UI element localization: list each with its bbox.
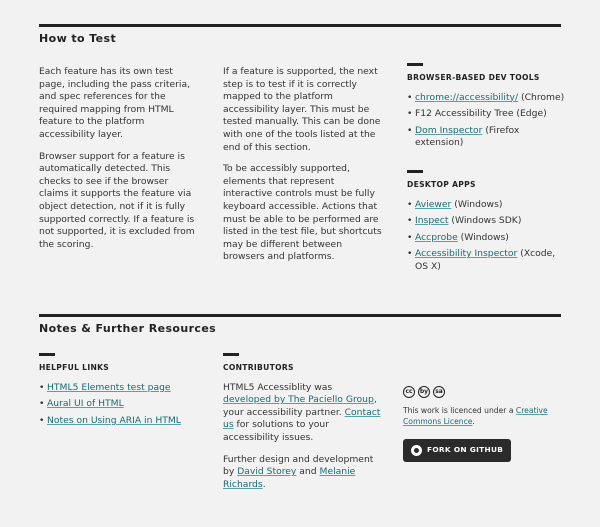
notes-title: Notes & Further Resources <box>39 322 217 335</box>
mini-rule <box>39 353 55 356</box>
paragraph: If a feature is supported, the next step is to test if it is correctly mapped to the platform accessibility layer. This must be tested manually. This can be done with one of the tools listed at the end of this section. <box>223 66 381 153</box>
contributors-paragraph-2 <box>223 454 383 492</box>
contributors-heading: CONTRIBUTORS <box>223 363 294 372</box>
text: Further design and development by <box>223 453 374 478</box>
desktop-apps-heading: DESKTOP APPS <box>407 179 476 189</box>
contributors-column <box>223 353 383 500</box>
text: , your accessibility partner. <box>223 394 377 418</box>
aural-ui-link[interactable]: Aural UI of HTML <box>47 398 124 410</box>
accessibility-inspector-link[interactable]: Accessibility Inspector <box>415 248 518 260</box>
dom-inspector-link[interactable]: Dom Inspector <box>415 124 483 136</box>
mini-rule <box>223 353 239 356</box>
html5-elements-link[interactable]: HTML5 Elements test page <box>47 381 171 393</box>
desktop-apps-list <box>407 199 567 274</box>
fork-on-github-label: FORK ON GITHUB <box>427 445 504 454</box>
paragraph: Browser support for a feature is automatically detected. This checks to see if the browser claims it supports the feature via object detection, not if it is fully supported correctly. If a feature is not supported, it is excluded from the scoring. <box>39 150 195 250</box>
inspect-link[interactable]: Inspect <box>415 215 449 227</box>
list-item <box>39 398 209 411</box>
section-rule-how-to-test <box>39 24 561 27</box>
paragraph: To be accessibly supported, elements that represent interactive controls must be fully keyboard accessible. Actions that must be able to be performed are listed in the test file, but shortcuts may be different between browsers and platforms. <box>223 163 382 263</box>
list-item-suffix: (Windows) <box>457 231 509 243</box>
how-to-test-title: How to Test <box>39 32 117 45</box>
creative-commons-icon: cc <box>403 386 415 398</box>
text: HTML5 Accessiblity was <box>223 381 333 393</box>
text: . <box>262 478 266 490</box>
section-rule-notes <box>39 314 561 317</box>
list-item <box>407 92 567 105</box>
list-item-suffix: (Firefox extension) <box>415 124 520 149</box>
cc-icons <box>403 386 563 398</box>
paciello-link[interactable]: developed by The Paciello Group <box>223 394 374 406</box>
text: for solutions to your accessibility issues. <box>223 419 329 443</box>
aria-notes-link[interactable]: Notes on Using ARIA in HTML <box>47 414 181 426</box>
mini-rule <box>407 63 423 66</box>
list-item <box>407 199 567 212</box>
melanie-richards-link[interactable]: Melanie Richards <box>223 466 356 490</box>
attribution-icon: by <box>418 386 430 398</box>
share-alike-icon: sa <box>433 386 445 398</box>
list-item <box>407 108 567 121</box>
list-item <box>407 125 567 150</box>
text: and <box>296 466 320 478</box>
browser-tools-heading: BROWSER-BASED DEV TOOLS <box>407 73 540 82</box>
github-icon <box>411 445 422 456</box>
page <box>10 0 580 527</box>
list-item <box>407 248 567 273</box>
aviewer-link[interactable]: Aviewer <box>415 198 452 210</box>
text: This work is licenced under a <box>403 406 516 415</box>
accprobe-link[interactable]: Accprobe <box>415 231 458 243</box>
creative-commons-link[interactable]: Creative Commons Licence <box>403 406 548 426</box>
how-to-test-col1 <box>39 66 199 260</box>
how-to-test-col2 <box>223 66 385 273</box>
licence-text <box>403 406 563 427</box>
mini-rule <box>407 170 423 173</box>
list-item-suffix: (Windows SDK) <box>448 215 522 227</box>
list-item-suffix: (Xcode, OS X) <box>415 248 556 272</box>
list-item-text: F12 Accessibility Tree (Edge) <box>415 108 547 120</box>
list-item <box>407 232 567 245</box>
tools-column <box>407 63 567 286</box>
helpful-links-list <box>39 382 209 428</box>
helpful-links-heading: HELPFUL LINKS <box>39 363 110 372</box>
list-item-suffix: (Chrome) <box>518 91 565 103</box>
paragraph: Each feature has its own test page, including the pass criteria, and spec references for the required mapping from HTML feature to the platform accessibility layer. <box>39 66 191 140</box>
contact-us-link[interactable]: Contact us <box>223 406 381 431</box>
browser-tools-list <box>407 92 567 150</box>
list-item <box>407 215 567 228</box>
licence-column <box>403 386 563 462</box>
text: . <box>472 416 475 426</box>
contributors-paragraph-1 <box>223 382 383 445</box>
fork-on-github-button[interactable] <box>403 439 511 462</box>
list-item-suffix: (Windows) <box>451 198 503 210</box>
list-item <box>39 382 209 395</box>
helpful-links-column <box>39 353 209 439</box>
list-item <box>39 415 209 428</box>
david-storey-link[interactable]: David Storey <box>237 466 297 478</box>
chrome-accessibility-link[interactable]: chrome://accessibility/ <box>415 91 519 103</box>
